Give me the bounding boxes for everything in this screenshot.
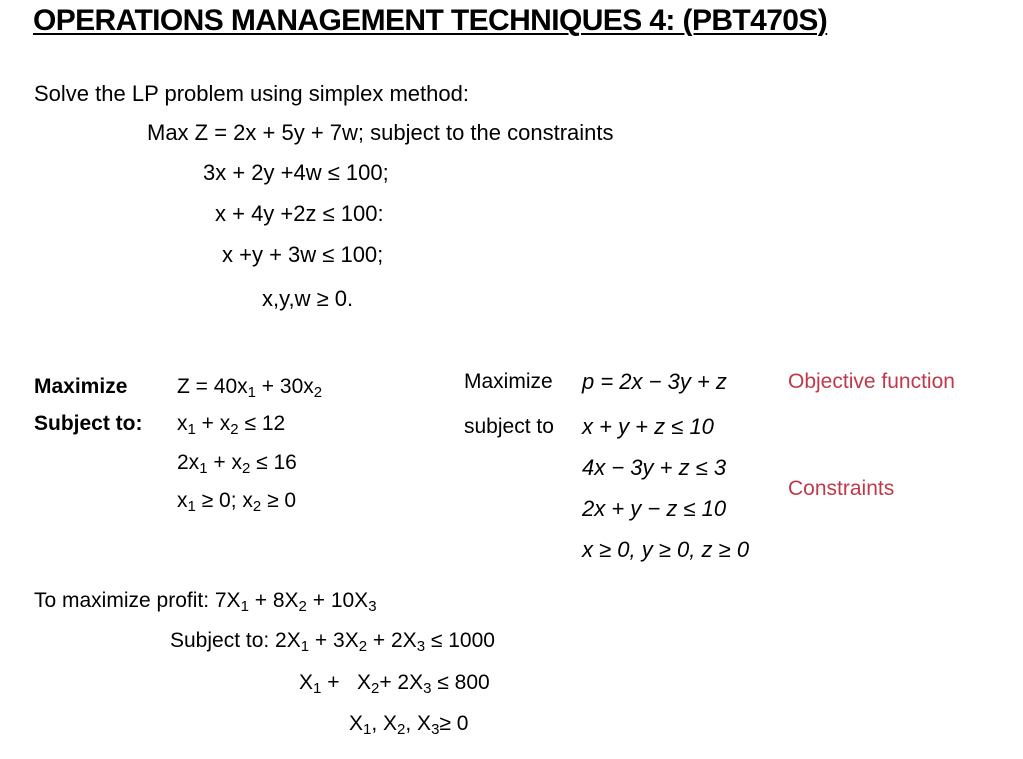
page-title: OPERATIONS MANAGEMENT TECHNIQUES 4: (PBT470S)	[33, 4, 828, 37]
constraints-note: Constraints	[788, 477, 895, 500]
problem3-constraint-1: x + y + z ≤ 10	[582, 414, 714, 439]
problem3-nonnegativity: x ≥ 0, y ≥ 0, z ≥ 0	[582, 537, 750, 562]
objective-function-note: Objective function	[788, 370, 955, 393]
problem3-constraint-2: 4x − 3y + z ≤ 3	[582, 455, 727, 480]
problem1-nonnegativity: x,y,w ≥ 0.	[262, 286, 354, 311]
problem3-constraint-3: 2x + y − z ≤ 10	[582, 496, 727, 521]
problem2-constraint-2: $2x_1 + x_2 \le 16$	[177, 451, 297, 477]
problem1-intro: Solve the LP problem using simplex method:	[34, 81, 469, 106]
problem1-objective: Max Z = 2x + 5y + 7w; subject to the constraints	[147, 120, 614, 145]
problem4-constraint-1: Subject to: $2X_1 + 3X_2 + 2X_3 \le 1000$	[170, 629, 495, 655]
problem4-intro: To maximize profit: $7X_1 + 8X_2 + 10X_3$	[34, 589, 377, 615]
problem1-constraint-3: x +y + 3w ≤ 100;	[222, 242, 384, 267]
problem2-objective: $Z = 40x_1 + 30x_2$	[177, 375, 323, 401]
problem1-constraint-2: x + 4y +2z ≤ 100:	[215, 201, 384, 226]
problem2-subject-label: Subject to:	[34, 412, 143, 435]
problem2-constraint-1: $x_1 + x_2 \le 12$	[177, 412, 286, 438]
problem3-subject-label: subject to	[464, 415, 554, 438]
problem3-objective: p = 2x − 3y + z	[582, 369, 727, 394]
problem4-constraint-2: $X_1 + X_2+ 2X_3 \le 800$	[299, 671, 490, 697]
problem1-constraint-1: 3x + 2y +4w ≤ 100;	[203, 160, 389, 185]
problem3-maximize-label: Maximize	[464, 370, 553, 393]
problem2-maximize-label: Maximize	[34, 375, 128, 398]
problem4-nonnegativity: $X_1$, $X_2$, $X_3\ge 0$	[349, 712, 469, 738]
problem2-nonnegativity: $x_1 \ge 0$; $x_2 \ge 0$	[177, 489, 297, 515]
